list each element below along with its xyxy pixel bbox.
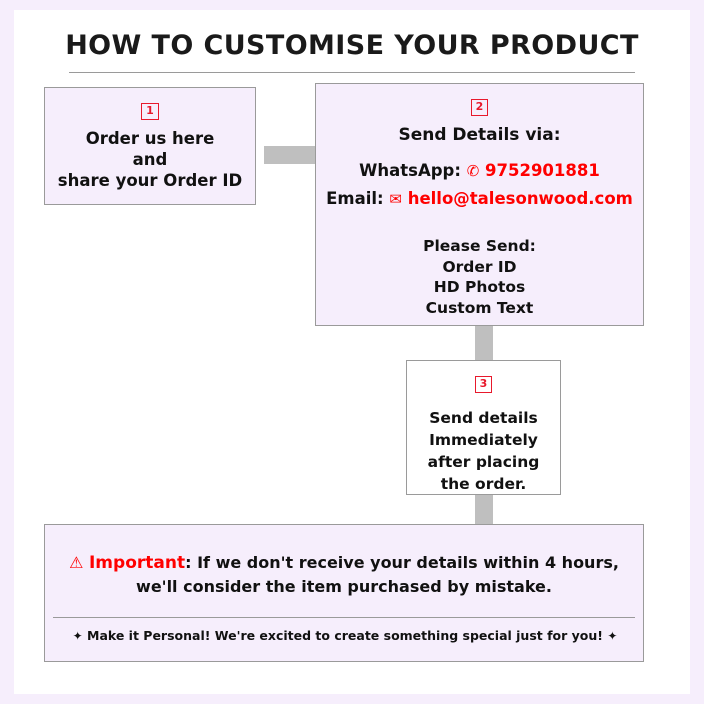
important-notice-text bbox=[45, 551, 643, 598]
contact-whatsapp-value[interactable]: 9752901881 bbox=[485, 161, 600, 180]
page-title: HOW TO CUSTOMISE YOUR PRODUCT bbox=[65, 30, 639, 61]
step-3-line-1: Send details bbox=[429, 409, 538, 427]
whatsapp-icon: ✆ bbox=[466, 162, 480, 180]
important-label: Important bbox=[88, 553, 186, 573]
notice-message-line-2: we'll consider the item purchased by mistake. bbox=[136, 577, 552, 596]
notice-divider bbox=[53, 617, 635, 618]
notice-message-line-1: If we don't receive your details within 4 hours, bbox=[197, 553, 619, 572]
connector-step1-to-step2 bbox=[264, 146, 320, 164]
please-send-item-3: Custom Text bbox=[425, 298, 534, 317]
step-3-body bbox=[407, 407, 560, 495]
step-2-badge-wrap bbox=[316, 95, 643, 116]
title-divider bbox=[69, 72, 635, 73]
step-3-number-badge: 3 bbox=[475, 376, 493, 393]
step-1-line-1: Order us here bbox=[85, 129, 215, 148]
important-notice-box bbox=[44, 524, 644, 662]
step-1-body bbox=[45, 128, 255, 191]
sparkle-icon-left: ✦ bbox=[72, 629, 83, 643]
step-3-line-4: the order. bbox=[440, 475, 527, 493]
sparkle-icon-right: ✦ bbox=[607, 629, 618, 643]
contact-email-row[interactable] bbox=[316, 189, 643, 208]
notice-footer-text: Make it Personal! We're excited to create something special just for you! bbox=[87, 628, 603, 643]
step-1-box bbox=[44, 87, 256, 205]
please-send-block bbox=[316, 236, 643, 318]
step-3-box bbox=[406, 360, 561, 495]
step-1-number-badge: 1 bbox=[141, 103, 159, 120]
contact-email-label: Email: bbox=[326, 189, 384, 208]
step-2-box bbox=[315, 83, 644, 326]
step-3-line-2: Immediately bbox=[429, 431, 538, 449]
step-1-badge-wrap bbox=[45, 99, 255, 120]
please-send-item-1: Order ID bbox=[442, 257, 517, 276]
step-1-line-2: and bbox=[132, 150, 168, 169]
step-3-line-3: after placing bbox=[427, 453, 540, 471]
step-2-heading: Send Details via: bbox=[398, 125, 561, 145]
warning-triangle-icon: ⚠ bbox=[69, 553, 84, 572]
contact-whatsapp-label: WhatsApp: bbox=[359, 161, 461, 180]
envelope-icon: ✉ bbox=[389, 190, 402, 208]
please-send-title: Please Send: bbox=[423, 237, 536, 255]
step-3-badge-wrap bbox=[407, 372, 560, 393]
please-send-item-2: HD Photos bbox=[433, 278, 526, 296]
important-separator: : bbox=[185, 553, 192, 572]
step-2-number-badge: 2 bbox=[471, 99, 489, 116]
step-1-line-3: share your Order ID bbox=[57, 171, 243, 190]
contact-email-value[interactable]: hello@talesonwood.com bbox=[407, 189, 633, 208]
notice-footer bbox=[45, 628, 645, 643]
step-2-body bbox=[316, 125, 643, 318]
diagram-canvas bbox=[14, 10, 690, 694]
contact-whatsapp-row[interactable] bbox=[316, 161, 643, 180]
